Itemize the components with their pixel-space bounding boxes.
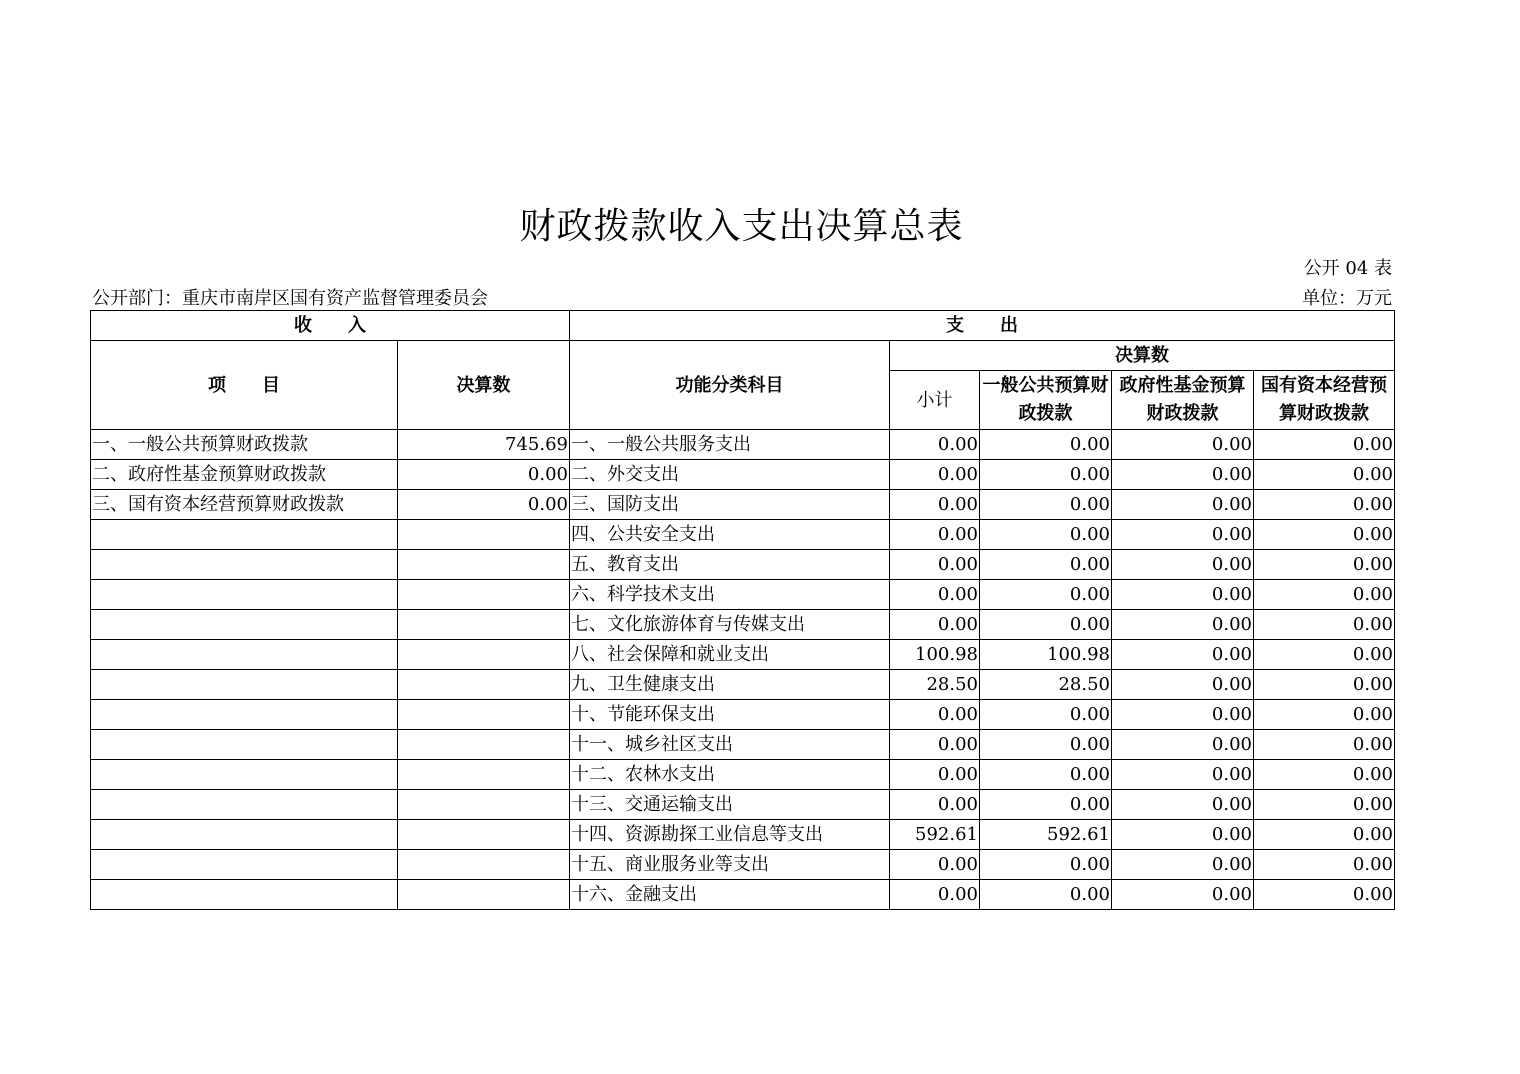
subtotal-cell: 0.00 xyxy=(890,610,980,640)
subtotal-cell: 0.00 xyxy=(890,550,980,580)
state-capital-cell: 0.00 xyxy=(1254,430,1395,460)
general-budget-header: 一般公共预算财政拨款 xyxy=(980,371,1112,430)
table-row xyxy=(91,430,1395,460)
gov-fund-cell: 0.00 xyxy=(1112,730,1254,760)
function-category-cell: 八、社会保障和就业支出 xyxy=(570,640,890,670)
gov-fund-cell: 0.00 xyxy=(1112,850,1254,880)
gov-fund-cell: 0.00 xyxy=(1112,550,1254,580)
state-capital-cell: 0.00 xyxy=(1254,580,1395,610)
income-amount-cell xyxy=(398,520,570,550)
general-budget-cell: 592.61 xyxy=(980,820,1112,850)
income-amount-cell xyxy=(398,790,570,820)
income-item-cell: 三、国有资本经营预算财政拨款 xyxy=(91,490,398,520)
function-category-cell: 十、节能环保支出 xyxy=(570,700,890,730)
subtotal-cell: 100.98 xyxy=(890,640,980,670)
income-item-cell xyxy=(91,730,398,760)
form-number: 公开 04 表 xyxy=(1303,258,1392,279)
table-row xyxy=(91,850,1395,880)
state-capital-cell: 0.00 xyxy=(1254,880,1395,910)
subtotal-cell: 0.00 xyxy=(890,850,980,880)
income-amount-cell xyxy=(398,880,570,910)
state-capital-cell: 0.00 xyxy=(1254,670,1395,700)
gov-fund-cell: 0.00 xyxy=(1112,610,1254,640)
general-budget-cell: 0.00 xyxy=(980,730,1112,760)
general-budget-cell: 0.00 xyxy=(980,580,1112,610)
gov-fund-cell: 0.00 xyxy=(1112,820,1254,850)
general-budget-cell: 0.00 xyxy=(980,610,1112,640)
income-amount-cell xyxy=(398,820,570,850)
table-row xyxy=(91,730,1395,760)
income-amount-cell xyxy=(398,730,570,760)
state-capital-cell: 0.00 xyxy=(1254,490,1395,520)
function-category-cell: 十六、金融支出 xyxy=(570,880,890,910)
income-amount-cell xyxy=(398,670,570,700)
subtotal-cell: 0.00 xyxy=(890,700,980,730)
state-capital-cell: 0.00 xyxy=(1254,700,1395,730)
subtotal-cell: 0.00 xyxy=(890,730,980,760)
function-category-cell: 十二、农林水支出 xyxy=(570,760,890,790)
subtotal-header: 小计 xyxy=(890,371,980,430)
state-capital-cell: 0.00 xyxy=(1254,760,1395,790)
subtotal-cell: 0.00 xyxy=(890,880,980,910)
income-item-cell xyxy=(91,790,398,820)
income-item-cell xyxy=(91,760,398,790)
gov-fund-header: 政府性基金预算财政拨款 xyxy=(1112,371,1254,430)
income-amount-cell xyxy=(398,850,570,880)
general-budget-cell: 100.98 xyxy=(980,640,1112,670)
function-category-cell: 十五、商业服务业等支出 xyxy=(570,850,890,880)
subtotal-cell: 0.00 xyxy=(890,520,980,550)
table-row xyxy=(91,670,1395,700)
table-row xyxy=(91,880,1395,910)
state-capital-cell: 0.00 xyxy=(1254,820,1395,850)
state-capital-cell: 0.00 xyxy=(1254,550,1395,580)
table-row xyxy=(91,760,1395,790)
subtotal-cell: 0.00 xyxy=(890,490,980,520)
general-budget-cell: 0.00 xyxy=(980,880,1112,910)
general-budget-cell: 0.00 xyxy=(980,550,1112,580)
subtotal-cell: 0.00 xyxy=(890,760,980,790)
income-item-cell xyxy=(91,820,398,850)
income-item-cell: 二、政府性基金预算财政拨款 xyxy=(91,460,398,490)
subtotal-cell: 28.50 xyxy=(890,670,980,700)
function-category-cell: 十一、城乡社区支出 xyxy=(570,730,890,760)
function-category-header: 功能分类科目 xyxy=(570,341,890,430)
income-item-cell xyxy=(91,700,398,730)
gov-fund-cell: 0.00 xyxy=(1112,640,1254,670)
subtotal-cell: 0.00 xyxy=(890,460,980,490)
subtotal-cell: 592.61 xyxy=(890,820,980,850)
income-amount-cell: 0.00 xyxy=(398,490,570,520)
income-item-cell xyxy=(91,610,398,640)
page-title: 财政拨款收入支出决算总表 xyxy=(519,206,964,247)
income-amount-cell: 745.69 xyxy=(398,430,570,460)
subtotal-cell: 0.00 xyxy=(890,580,980,610)
income-item-cell xyxy=(91,640,398,670)
function-category-cell: 十三、交通运输支出 xyxy=(570,790,890,820)
table-row xyxy=(91,550,1395,580)
table-row xyxy=(91,490,1395,520)
income-amount-cell xyxy=(398,610,570,640)
income-header: 收 入 xyxy=(91,311,570,341)
general-budget-cell: 0.00 xyxy=(980,760,1112,790)
state-capital-cell: 0.00 xyxy=(1254,460,1395,490)
gov-fund-cell: 0.00 xyxy=(1112,880,1254,910)
general-budget-cell: 0.00 xyxy=(980,850,1112,880)
function-category-cell: 二、外交支出 xyxy=(570,460,890,490)
gov-fund-cell: 0.00 xyxy=(1112,520,1254,550)
gov-fund-cell: 0.00 xyxy=(1112,490,1254,520)
state-capital-cell: 0.00 xyxy=(1254,640,1395,670)
function-category-cell: 十四、资源勘探工业信息等支出 xyxy=(570,820,890,850)
gov-fund-cell: 0.00 xyxy=(1112,760,1254,790)
table-row xyxy=(91,610,1395,640)
table-row xyxy=(91,790,1395,820)
income-amount-cell xyxy=(398,550,570,580)
gov-fund-cell: 0.00 xyxy=(1112,460,1254,490)
income-item-cell xyxy=(91,670,398,700)
table-row xyxy=(91,640,1395,670)
budget-table xyxy=(90,310,1395,910)
table-row xyxy=(91,700,1395,730)
function-category-cell: 三、国防支出 xyxy=(570,490,890,520)
income-item-cell xyxy=(91,520,398,550)
gov-fund-cell: 0.00 xyxy=(1112,670,1254,700)
function-category-cell: 五、教育支出 xyxy=(570,550,890,580)
table-row xyxy=(91,460,1395,490)
expense-header: 支 出 xyxy=(570,311,1395,341)
table-row xyxy=(91,820,1395,850)
gov-fund-cell: 0.00 xyxy=(1112,580,1254,610)
amount-header: 决算数 xyxy=(398,341,570,430)
function-category-cell: 七、文化旅游体育与传媒支出 xyxy=(570,610,890,640)
general-budget-cell: 0.00 xyxy=(980,790,1112,820)
unit-label: 单位：万元 xyxy=(1302,288,1392,309)
income-amount-cell xyxy=(398,640,570,670)
income-amount-cell xyxy=(398,760,570,790)
state-capital-cell: 0.00 xyxy=(1254,850,1395,880)
item-header: 项 目 xyxy=(91,341,398,430)
income-item-cell xyxy=(91,880,398,910)
subtotal-cell: 0.00 xyxy=(890,430,980,460)
income-amount-cell xyxy=(398,700,570,730)
function-category-cell: 一、一般公共服务支出 xyxy=(570,430,890,460)
gov-fund-cell: 0.00 xyxy=(1112,430,1254,460)
income-item-cell xyxy=(91,850,398,880)
income-amount-cell: 0.00 xyxy=(398,460,570,490)
state-capital-cell: 0.00 xyxy=(1254,730,1395,760)
department-label: 公开部门：重庆市南岸区国有资产监督管理委员会 xyxy=(92,288,488,309)
general-budget-cell: 0.00 xyxy=(980,430,1112,460)
general-budget-cell: 0.00 xyxy=(980,460,1112,490)
general-budget-cell: 0.00 xyxy=(980,520,1112,550)
income-item-cell xyxy=(91,550,398,580)
gov-fund-cell: 0.00 xyxy=(1112,790,1254,820)
table-row xyxy=(91,580,1395,610)
income-item-cell xyxy=(91,580,398,610)
gov-fund-cell: 0.00 xyxy=(1112,700,1254,730)
final-amount-header: 决算数 xyxy=(890,341,1395,371)
general-budget-cell: 0.00 xyxy=(980,700,1112,730)
state-capital-header: 国有资本经营预算财政拨款 xyxy=(1254,371,1395,430)
state-capital-cell: 0.00 xyxy=(1254,610,1395,640)
function-category-cell: 九、卫生健康支出 xyxy=(570,670,890,700)
table-row xyxy=(91,520,1395,550)
general-budget-cell: 0.00 xyxy=(980,490,1112,520)
function-category-cell: 四、公共安全支出 xyxy=(570,520,890,550)
subtotal-cell: 0.00 xyxy=(890,790,980,820)
state-capital-cell: 0.00 xyxy=(1254,520,1395,550)
general-budget-cell: 28.50 xyxy=(980,670,1112,700)
function-category-cell: 六、科学技术支出 xyxy=(570,580,890,610)
state-capital-cell: 0.00 xyxy=(1254,790,1395,820)
income-amount-cell xyxy=(398,580,570,610)
income-item-cell: 一、一般公共预算财政拨款 xyxy=(91,430,398,460)
